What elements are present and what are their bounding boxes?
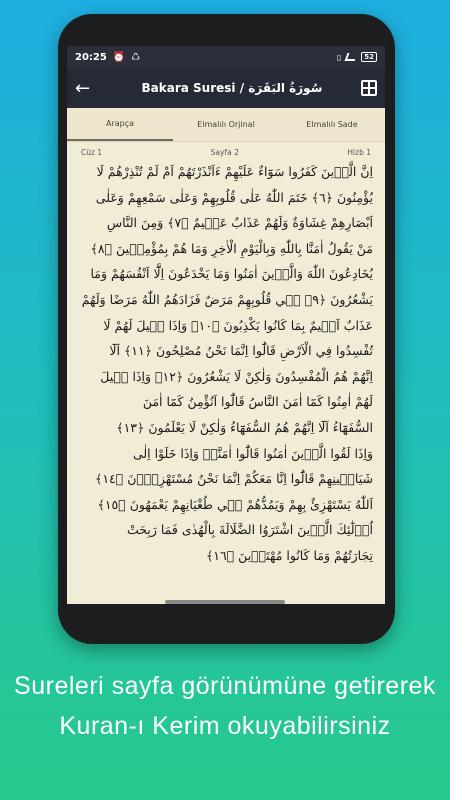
battery-indicator: 52 bbox=[361, 52, 377, 62]
verse-line: اَللّٰهُ يَسْتَهْزِئُ بِهِمْ وَيَمُدُّهُمْ ف۪ي طُغْيَانِهِمْ يَعْمَهُونَ ﴿١٥﴾ bbox=[97, 496, 373, 512]
verse-line: شَيَاط۪ينِهِمْ قَالُٓوا اِنَّا مَعَكُمْ اِنَّمَا نَحْنُ مُسْتَهْزِؤُ۫نَ ﴿١٤﴾ bbox=[94, 471, 373, 487]
verse-line: تِجَارَتُهُمْ وَمَا كَانُوا مُهْتَد۪ينَ ﴿١٦﴾ bbox=[205, 547, 373, 563]
juz-label: Cüz 1 bbox=[81, 148, 103, 157]
verse-line: لَهُمْ اٰمِنُوا كَمَٓا اٰمَنَ النَّاسُ قَالُٓوا اَنُؤْمِنُ كَمَٓا اٰمَنَ bbox=[142, 394, 373, 410]
verse-line: اِنَّهُمْ هُمُ الْمُفْسِدُونَ وَلٰكِنْ لَا يَشْعُرُونَ ﴿١٢﴾ وَاِذَا ق۪يلَ bbox=[100, 368, 373, 384]
verse-line: يَشْعُرُونَ ﴿٩﴾ ف۪ي قُلُوبِهِمْ مَرَضٌ فَزَادَهُمُ اللّٰهُ مَرَضًا وَلَهُمْ bbox=[81, 291, 373, 307]
vibrate-icon: ▯ bbox=[336, 52, 342, 62]
page-title: Bakara Suresi / سُورَةُ البَقَرَة bbox=[141, 81, 323, 95]
page-view-toggle-icon[interactable] bbox=[361, 80, 377, 96]
verse-line: اَبْصَارِهِمْ غِشَاوَةٌ وَلَهُمْ عَذَابٌ عَظ۪يمٌ ﴿٧﴾ وَمِنَ النَّاسِ bbox=[106, 215, 373, 231]
page-header bbox=[67, 142, 385, 157]
signal-icon bbox=[345, 53, 358, 61]
verse-line: اُو۬لٰٓئِكَ الَّذ۪ينَ اشْتَرَوُا الضَّلَالَةَ بِالْهُدٰى فَمَا رَبِحَتْ bbox=[127, 522, 373, 538]
verse-line: اِنَّ الَّذ۪ينَ كَفَرُوا سَوَٓاءٌ عَلَيْهِمْ ءَاَنْذَرْتَهُمْ اَمْ لَمْ تُنْذِرْهُمْ لَا bbox=[96, 164, 373, 179]
verse-line: تُفْسِدُوا فِي الْاَرْضِ قَالُٓوا اِنَّمَا نَحْنُ مُصْلِحُونَ ﴿١١﴾ اَلَٓا bbox=[109, 343, 373, 359]
app-bar bbox=[67, 68, 385, 108]
tab-bar bbox=[67, 108, 385, 142]
status-time: 20:25 bbox=[75, 51, 107, 63]
verse-line: السُّفَهَٓاءُ اَلَٓا اِنَّهُمْ هُمُ السُّفَهَٓاءُ وَلٰكِنْ لَا يَعْلَمُونَ ﴿١٣﴾ bbox=[116, 419, 373, 435]
status-bar bbox=[67, 46, 385, 68]
verse-line: وَاِذَا لَقُوا الَّذ۪ينَ اٰمَنُوا قَالُٓوا اٰمَنَّاۚ وَاِذَا خَلَوْا اِلٰى bbox=[132, 445, 373, 461]
scroll-indicator bbox=[165, 600, 285, 604]
back-arrow-icon[interactable]: ← bbox=[75, 77, 91, 99]
promo-caption: Sureleri sayfa görünümüne getirerek Kuran-ı Kerim okuyabilirsiniz bbox=[14, 672, 436, 740]
alarm-icon: ⏰ bbox=[112, 51, 126, 63]
tab-arabic[interactable]: Arapça bbox=[67, 108, 173, 141]
hizb-label: Hizb 1 bbox=[347, 148, 371, 157]
quran-page-text[interactable] bbox=[67, 159, 385, 569]
verse-line: عَذَابٌ اَل۪يمٌ بِمَا كَانُوا يَكْذِبُونَ ﴿١٠﴾ وَاِذَا ق۪يلَ لَهُمْ لَا bbox=[103, 317, 373, 333]
verse-line: يُؤْمِنُونَ ﴿٦﴾ خَتَمَ اللّٰهُ عَلٰى قُلُوبِهِمْ وَعَلٰى سَمْعِهِمْ وَعَلٰى bbox=[95, 189, 373, 205]
sync-icon: ♺ bbox=[131, 51, 141, 63]
verse-line: يُخَادِعُونَ اللّٰهَ وَالَّذ۪ينَ اٰمَنُوا وَمَا يَخْدَعُونَ اِلَّٓا اَنْفُسَهُمْ وَمَا bbox=[90, 266, 373, 282]
page-number: Sayfa 2 bbox=[210, 148, 239, 157]
verse-line: مَنْ يَقُولُ اٰمَنَّا بِاللّٰهِ وَبِالْيَوْمِ الْاٰخِرِ وَمَا هُمْ بِمُؤْمِن۪ينَ ﴿٨﴾ bbox=[90, 240, 373, 256]
tab-elmalili-original[interactable]: Elmalılı Orjinal bbox=[197, 120, 255, 129]
app-screen bbox=[67, 46, 385, 604]
tab-elmalili-simple[interactable]: Elmalılı Sade bbox=[306, 120, 358, 129]
